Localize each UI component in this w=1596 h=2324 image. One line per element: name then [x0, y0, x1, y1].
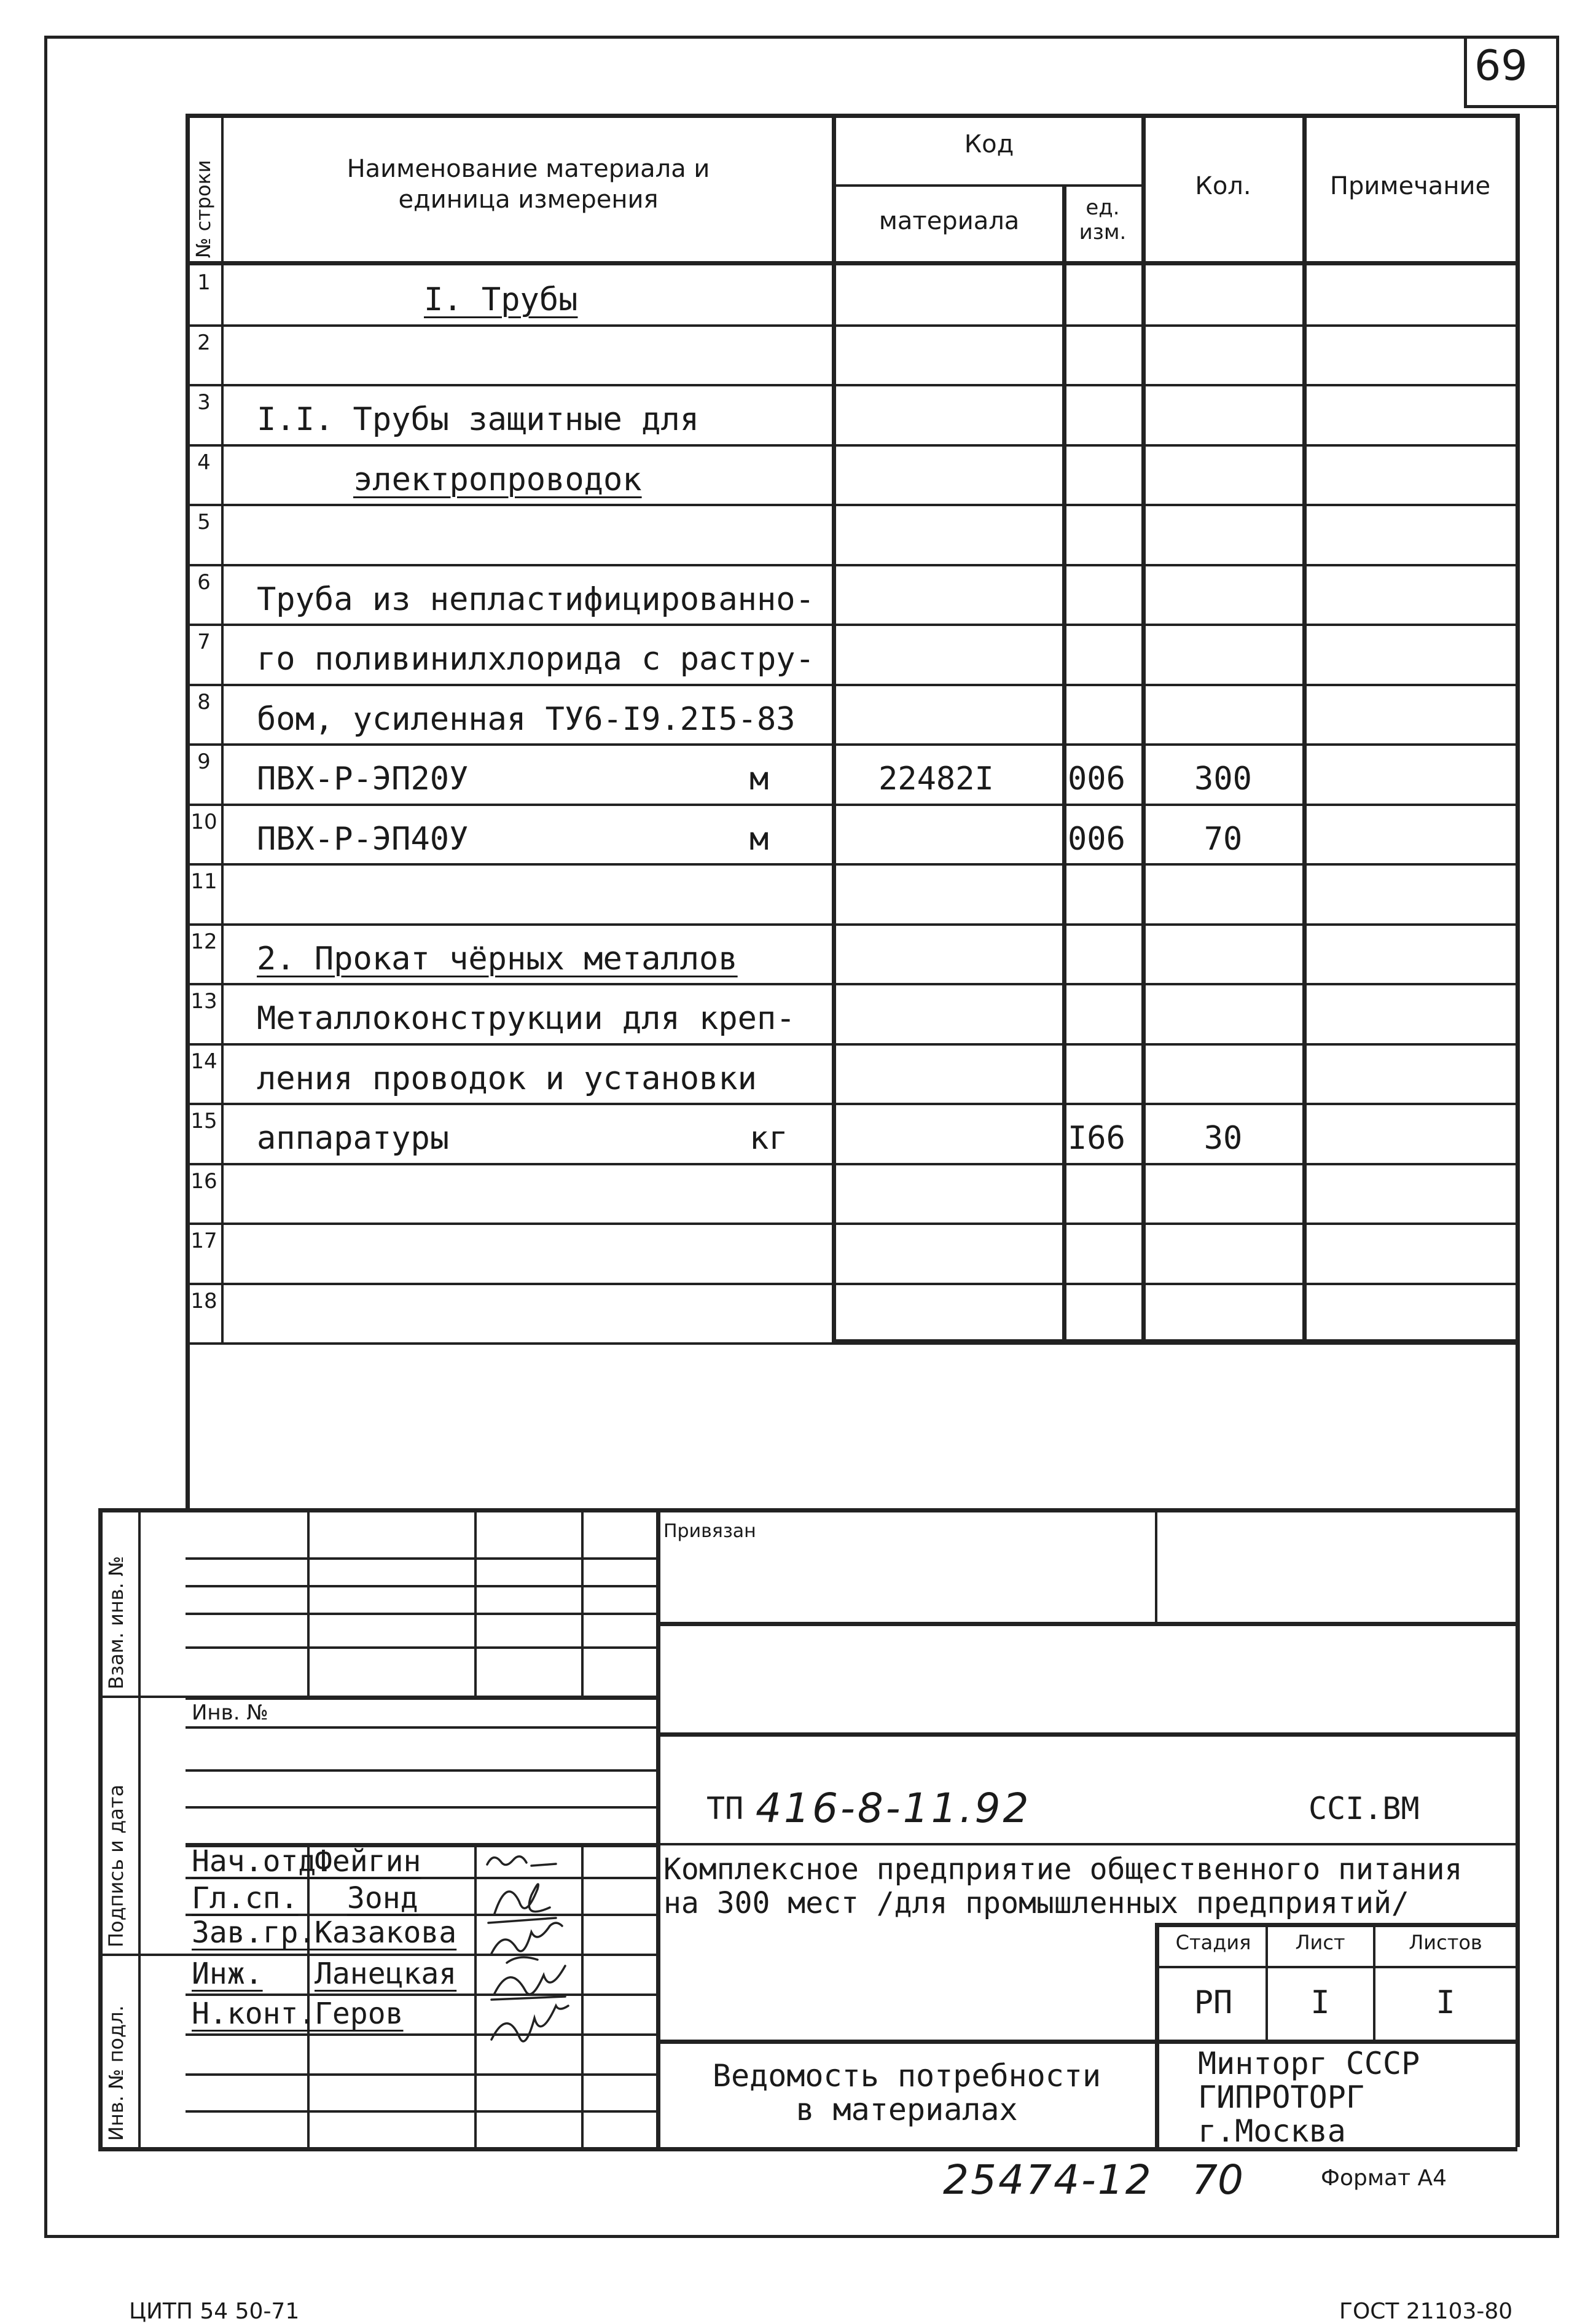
page-number-handwritten: 70 — [1192, 2156, 1243, 2204]
header-row-number: № строки — [192, 160, 215, 258]
side-label-signature-date: Подпись и дата — [104, 1784, 128, 1947]
row-number: 5 — [197, 510, 211, 534]
side-label-replaced-inv: Взам. инв. № — [104, 1555, 128, 1689]
stamp-privyazan: Привязан — [663, 1520, 756, 1542]
header-name: Наименование материала и единица измерения — [346, 155, 710, 214]
row-number: 2 — [197, 330, 211, 355]
signatory-role: Зав.гр. — [192, 1915, 316, 1950]
signatory-name: Казакова — [315, 1915, 457, 1950]
row-unit-code: I66 — [1068, 1120, 1125, 1157]
doc-code-prefix: ТП — [706, 1791, 744, 1826]
page-number: 69 — [1474, 42, 1528, 90]
row-description: ПВХ-Р-ЭП40У — [257, 820, 469, 858]
row-number: 10 — [190, 809, 217, 834]
row-number: 6 — [197, 569, 211, 595]
bottom-right-cut-text: ГОСТ 21103-80 — [1339, 2299, 1513, 2324]
row-number: 16 — [190, 1168, 217, 1194]
row-unit-code: 006 — [1068, 761, 1125, 797]
signatory-role: Нач.отд. — [192, 1844, 334, 1879]
sheets-label: Листов — [1409, 1931, 1482, 1954]
row-quantity: 300 — [1194, 761, 1252, 797]
row-number: 12 — [190, 929, 217, 954]
format-label: Формат А4 — [1321, 2166, 1447, 2191]
doc-code-handwritten: 416-8-11.92 — [756, 1785, 1031, 1832]
row-number: 17 — [190, 1229, 217, 1253]
sheet-value: I — [1310, 1984, 1330, 2021]
header-quantity: Кол. — [1195, 172, 1251, 200]
inventory-number-handwritten: 25474-12 — [943, 2156, 1153, 2204]
doc-title-line-2: в материалах — [796, 2092, 1018, 2127]
row-number: 1 — [197, 270, 211, 295]
side-label-inv-original: Инв. № подл. — [104, 2005, 128, 2141]
header-code-material: материала — [878, 207, 1020, 235]
stage-value: РП — [1194, 1984, 1233, 2021]
doc-code-suffix: CCI.BM — [1308, 1791, 1420, 1826]
row-description: го поливинилхлорида с растру- — [257, 641, 815, 678]
row-unit: м — [749, 820, 769, 858]
row-description: Металлоконструкции для креп- — [257, 1000, 796, 1037]
header-code-unit: ед. изм. — [1079, 195, 1127, 245]
row-material-code: 22482I — [878, 761, 994, 797]
sheet-label: Лист — [1295, 1931, 1345, 1954]
signatory-name: Фейгин — [315, 1844, 421, 1879]
stamp-inv-no: Инв. № — [192, 1700, 268, 1725]
row-description: I. Трубы — [424, 281, 578, 318]
row-description: электропроводок — [353, 461, 642, 498]
row-description: аппаратуры — [257, 1120, 450, 1157]
row-description: I.I. Трубы защитные для — [257, 401, 700, 438]
signatory-role: Инж. — [192, 1957, 263, 1991]
signatory-name: Зонд — [347, 1881, 418, 1915]
bottom-left-cut-text: ЦИТП 54 50-71 — [129, 2299, 300, 2324]
row-description: бом, усиленная ТУ6-I9.2I5-83 — [257, 700, 796, 738]
org-line-2: ГИПРОТОРГ — [1198, 2079, 1364, 2115]
signatory-name: Ланецкая — [315, 1957, 457, 1991]
project-line-1: Комплексное предприятие общественного питания — [663, 1852, 1463, 1887]
row-number: 13 — [190, 989, 217, 1014]
row-quantity: 70 — [1203, 820, 1243, 858]
row-description: Труба из непластифицированно- — [257, 581, 815, 618]
row-number: 7 — [197, 630, 211, 654]
org-line-1: Минторг СССР — [1198, 2046, 1420, 2081]
row-number: 4 — [197, 450, 211, 475]
row-number: 3 — [197, 390, 211, 415]
row-number: 8 — [197, 689, 211, 714]
sheets-value: I — [1436, 1984, 1455, 2021]
row-unit-code: 006 — [1068, 820, 1125, 858]
row-description: 2. Прокат чёрных металлов — [257, 940, 738, 977]
header-note: Примечание — [1329, 172, 1491, 200]
header-code: Код — [964, 130, 1014, 158]
row-number: 15 — [190, 1109, 217, 1133]
signatory-name: Геров — [315, 1997, 404, 2031]
doc-title-line-1: Ведомость потребности — [712, 2058, 1101, 2094]
org-line-3: г.Москва — [1198, 2113, 1346, 2149]
row-unit: м — [749, 761, 769, 797]
row-quantity: 30 — [1203, 1120, 1243, 1157]
row-number: 14 — [190, 1049, 217, 1074]
signatures-image — [482, 1846, 581, 2104]
row-description: ления проводок и установки — [257, 1060, 757, 1097]
row-unit: кг — [749, 1120, 788, 1157]
signatory-role: Гл.сп. — [192, 1881, 299, 1915]
project-line-2: на 300 мест /для промышленных предприятий/ — [663, 1886, 1409, 1920]
row-number: 18 — [190, 1288, 217, 1313]
row-description: ПВХ-Р-ЭП20У — [257, 761, 469, 797]
signatory-role: Н.конт. — [192, 1997, 316, 2031]
row-number: 9 — [197, 749, 211, 774]
row-number: 11 — [190, 869, 217, 894]
stage-label: Стадия — [1175, 1931, 1251, 1954]
